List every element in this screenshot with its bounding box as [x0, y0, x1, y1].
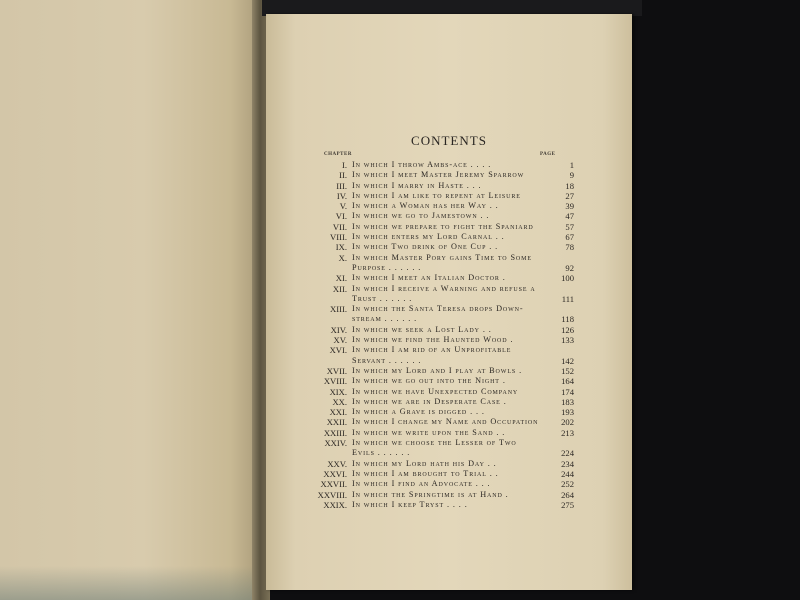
chapter-page-number: 152 — [561, 365, 574, 376]
chapter-page-number: 67 — [565, 232, 574, 243]
chapter-title: In which Two drink of One Cup . . — [352, 242, 499, 252]
chapter-number: I. — [341, 160, 347, 170]
chapter-number: XXVII. — [320, 479, 347, 490]
chapter-page-number: 47 — [565, 211, 574, 222]
toc-entry — [314, 191, 574, 201]
chapter-number: XVIII. — [323, 376, 347, 387]
chapter-column-header: CHAPTER — [324, 152, 352, 157]
chapter-page-number: 202 — [561, 417, 574, 428]
chapter-page-number: 111 — [561, 293, 574, 304]
chapter-page-number: 244 — [561, 468, 574, 479]
chapter-page-number: 213 — [561, 427, 574, 438]
chapter-number: XIV. — [330, 324, 347, 335]
chapter-page-number: 39 — [565, 201, 574, 212]
toc-entry — [314, 211, 574, 221]
toc-entry — [314, 304, 574, 325]
chapter-page-number: 92 — [565, 262, 574, 273]
toc-entry — [314, 335, 574, 345]
chapter-number: XXII. — [326, 417, 347, 428]
chapter-page-number: 57 — [565, 221, 574, 232]
chapter-title: In which enters my Lord Carnal . . — [352, 232, 505, 242]
chapter-page-number: 252 — [561, 479, 574, 490]
chapter-page-number: 100 — [561, 273, 574, 284]
chapter-page-number: 126 — [561, 324, 574, 335]
chapter-page-number: 224 — [561, 448, 574, 459]
chapter-title: In which the Springtime is at Hand . — [352, 489, 509, 499]
chapter-title: In which my Lord hath his Day . . — [352, 458, 497, 468]
chapter-title: In which we write upon the Sand . . — [352, 427, 506, 437]
chapter-number: IV. — [336, 190, 347, 201]
chapter-number: VIII. — [330, 232, 347, 243]
chapter-page-number: 9 — [569, 170, 574, 181]
toc-entry — [314, 232, 574, 242]
chapter-title: In which I receive a Warning and refuse a Trust . . . . . . — [352, 283, 536, 303]
chapter-page-number: 27 — [565, 190, 574, 201]
chapter-number: XVI. — [329, 345, 347, 356]
chapter-number: XIII. — [330, 304, 347, 315]
toc-entry — [314, 273, 574, 283]
chapter-title: In which we seek a Lost Lady . . — [352, 324, 492, 334]
toc-entry — [314, 397, 574, 407]
toc-entry — [314, 469, 574, 479]
chapter-page-number: 174 — [561, 386, 574, 397]
chapter-title: In which we are in Desperate Case . — [352, 396, 507, 406]
chapter-page-number: 78 — [565, 242, 574, 253]
toc-entry — [314, 490, 574, 500]
toc-entry — [314, 500, 574, 510]
chapter-page-number: 118 — [561, 314, 574, 325]
chapter-number: XXIV. — [324, 438, 347, 449]
chapter-number: X. — [338, 252, 347, 263]
toc-entry — [314, 479, 574, 489]
chapter-title: In which I am brought to Trial . . — [352, 468, 499, 478]
chapter-title: In which a Woman has her Way . . — [352, 201, 499, 211]
chapter-number: XI. — [335, 273, 347, 284]
toc-entry — [314, 438, 574, 459]
chapter-number: XXVI. — [323, 468, 347, 479]
toc-entry — [314, 253, 574, 274]
chapter-number: V. — [339, 201, 347, 212]
chapter-title: In which I marry in Haste . . . — [352, 180, 482, 190]
toc-entry — [314, 325, 574, 335]
chapter-title: In which I am rid of an Unprofitable Servant . . . . . . — [352, 345, 512, 365]
toc-entry — [314, 345, 574, 366]
chapter-title: In which we prepare to fight the Spaniard — [352, 221, 534, 231]
toc-entry — [314, 376, 574, 386]
chapter-title: In which I meet an Italian Doctor . — [352, 273, 506, 283]
toc-entry — [314, 366, 574, 376]
toc-entry — [314, 284, 574, 305]
chapter-title: In which I change my Name and Occupation — [352, 417, 539, 427]
chapter-number: XIX. — [329, 386, 347, 397]
toc-entry — [314, 417, 574, 427]
left-page — [0, 0, 262, 600]
chapter-number: XII. — [332, 283, 347, 294]
chapter-title: In which I find an Advocate . . . — [352, 479, 491, 489]
toc-entry — [314, 160, 574, 170]
chapter-title: In which we find the Haunted Wood . — [352, 335, 514, 345]
toc-entry — [314, 170, 574, 180]
chapter-title: In which we choose the Lesser of Two Evils . . . . . . — [352, 438, 517, 458]
chapter-number: XXVIII. — [317, 489, 347, 500]
chapter-number: VI. — [335, 211, 347, 222]
chapter-page-number: 133 — [561, 335, 574, 346]
chapter-number: II. — [339, 170, 347, 181]
chapter-number: XV. — [333, 335, 347, 346]
chapter-number: XXIX. — [323, 499, 347, 510]
toc-entry — [314, 387, 574, 397]
chapter-page-number: 275 — [561, 499, 574, 510]
chapter-page-number: 183 — [561, 396, 574, 407]
chapter-number: XXIII. — [323, 427, 347, 438]
toc-entry — [314, 181, 574, 191]
chapter-page-number: 18 — [565, 180, 574, 191]
chapter-title: In which the Santa Teresa drops Down-stream . . . . . . — [352, 304, 524, 324]
contents-title: CONTENTS — [411, 133, 487, 148]
chapter-title: In which we go to Jamestown . . — [352, 211, 490, 221]
chapter-title: In which a Grave is digged . . . — [352, 407, 485, 417]
chapter-title: In which my Lord and I play at Bowls . — [352, 365, 523, 375]
left-page-edge — [0, 566, 260, 600]
chapter-number: XVII. — [326, 365, 347, 376]
toc-entry — [314, 407, 574, 417]
chapter-page-number: 234 — [561, 458, 574, 469]
chapter-number: IX. — [335, 242, 347, 253]
chapter-title: In which we go out into the Night . — [352, 376, 506, 386]
chapter-title: In which I throw Ambs-ace . . . . — [352, 160, 492, 169]
toc-entry — [314, 222, 574, 232]
chapter-title: In which Master Pory gains Time to Some Purpose . . . . . . — [352, 252, 532, 272]
chapter-page-number: 164 — [561, 376, 574, 387]
chapter-number: XX. — [332, 396, 347, 407]
chapter-number: VII. — [332, 221, 347, 232]
chapter-page-number: 1 — [569, 160, 574, 170]
toc-entry — [314, 459, 574, 469]
chapter-title: In which I am like to repent at Leisure — [352, 190, 521, 200]
toc-list — [314, 160, 574, 510]
toc-entry — [314, 428, 574, 438]
chapter-number: XXI. — [329, 407, 347, 418]
chapter-page-number: 142 — [561, 355, 574, 366]
chapter-number: XXV. — [327, 458, 347, 469]
chapter-number: III. — [336, 180, 347, 191]
chapter-title: In which I keep Tryst . . . . — [352, 499, 468, 509]
toc-entry — [314, 242, 574, 252]
chapter-title: In which I meet Master Jeremy Sparrow — [352, 170, 525, 180]
page-column-header: PAGE — [540, 152, 556, 157]
toc-entry — [314, 201, 574, 211]
chapter-title: In which we have Unexpected Company — [352, 386, 519, 396]
chapter-page-number: 193 — [561, 407, 574, 418]
chapter-page-number: 264 — [561, 489, 574, 500]
